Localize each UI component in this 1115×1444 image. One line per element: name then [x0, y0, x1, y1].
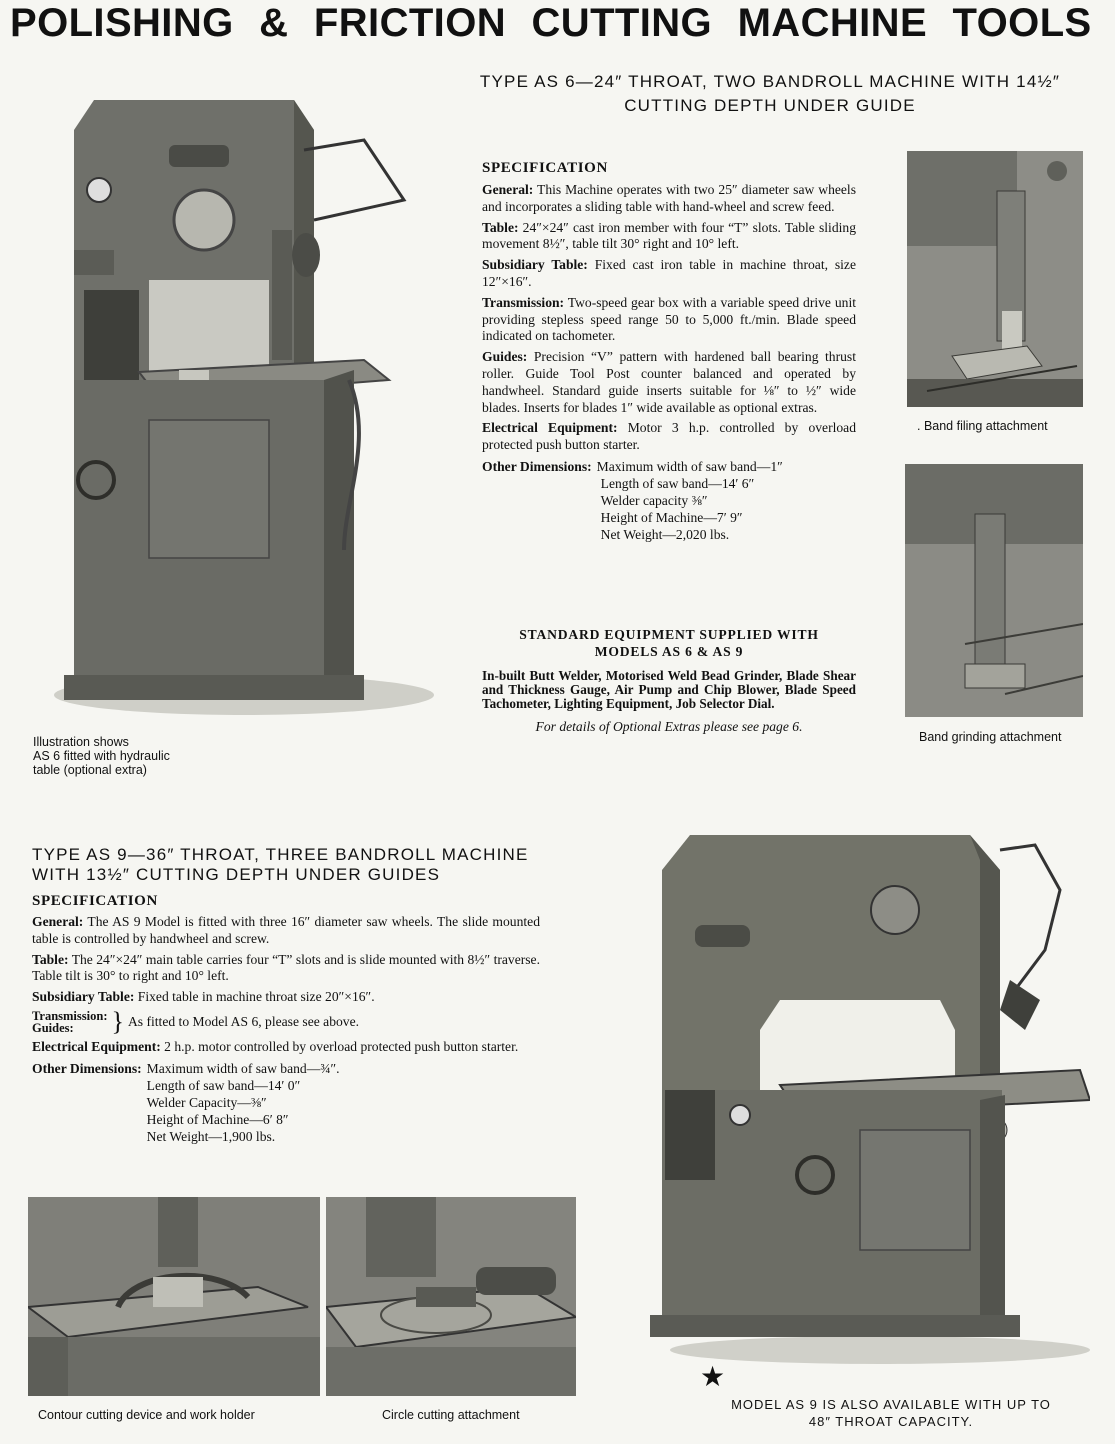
spec-label: General: — [32, 914, 84, 929]
dimension-item: Net Weight—1,900 lbs. — [146, 1128, 276, 1144]
spec-label: Transmission: — [32, 1008, 108, 1023]
spec-text: As fitted to Model AS 6, please see above. — [127, 1013, 360, 1029]
heading-line: TYPE AS 9—36″ THROAT, THREE BANDROLL MACHINE — [32, 845, 529, 864]
as9-specification — [32, 893, 540, 1145]
spec-label: Other Dimensions: — [32, 1060, 142, 1076]
dimension-item: Welder capacity ⅜″ — [600, 492, 708, 508]
spec-subsidiary-table — [32, 989, 540, 1006]
spec-guides — [482, 349, 856, 416]
caption-line: table (optional extra) — [33, 763, 147, 777]
contour-caption: Contour cutting device and work holder — [38, 1408, 255, 1422]
footnote-line: MODEL AS 9 IS ALSO AVAILABLE WITH UP TO — [731, 1397, 1051, 1412]
dimension-item: Height of Machine—6′ 8″ — [146, 1111, 289, 1127]
optional-extras-note: For details of Optional Extras please see page 6. — [535, 719, 803, 734]
dimension-list — [592, 458, 783, 543]
heading-line: CUTTING DEPTH UNDER GUIDE — [624, 96, 916, 115]
as6-heading — [470, 70, 1070, 118]
dimension-item: Length of saw band—14′ 6″ — [600, 475, 755, 491]
as6-machine-photo — [44, 80, 440, 728]
spec-table — [482, 220, 856, 254]
spec-text: Two-speed gear box with a variable speed drive unit providing stepless speed range 50 to 5,000 ft./min. Blade speed indicated on tachometer. — [482, 294, 856, 344]
spec-label: Subsidiary Table: — [482, 257, 588, 273]
dimension-item: Height of Machine—7′ 9″ — [600, 509, 743, 525]
dimension-item: Length of saw band—14′ 0″ — [146, 1077, 301, 1093]
spec-general — [482, 182, 856, 216]
spec-text: The 24″×24″ main table carries four “T” slots and is slide mounted with 8½″ traverse. Table tilt is 30° to right and 10° left. — [32, 951, 540, 984]
page-title: POLISHING & FRICTION CUTTING MACHINE TOOLS — [10, 1, 1092, 45]
spec-label: Electrical Equipment: — [482, 420, 618, 436]
circle-caption: Circle cutting attachment — [382, 1408, 520, 1422]
heading-line: TYPE AS 6—24″ THROAT, TWO BANDROLL MACHINE WITH 14½″ — [479, 72, 1061, 91]
spec-title: SPECIFICATION — [32, 893, 158, 909]
heading-line: STANDARD EQUIPMENT SUPPLIED WITH — [519, 627, 819, 642]
standard-heading — [482, 626, 856, 660]
spec-label: Subsidiary Table: — [32, 989, 135, 1005]
spec-text: Motor 3 h.p. controlled by overload protected push button starter. — [482, 420, 857, 453]
spec-text: Fixed table in machine throat size 20″×16″. — [134, 989, 375, 1005]
dimension-item: Welder Capacity—⅜″ — [146, 1094, 267, 1110]
footnote — [706, 1396, 1076, 1430]
spec-label: Transmission: — [482, 294, 565, 310]
dimension-item: Net Weight—2,020 lbs. — [600, 526, 730, 542]
spec-label: General: — [482, 182, 534, 197]
spec-subsidiary-table — [482, 257, 856, 291]
circle-cutting-photo — [326, 1197, 576, 1396]
spec-general — [32, 914, 540, 948]
band-grinding-caption: Band grinding attachment — [919, 730, 1062, 744]
spec-label: Guides: — [32, 1020, 74, 1035]
star-icon: ★ — [700, 1362, 726, 1393]
standard-text: In-built Butt Welder, Motorised Weld Bead Grinder, Blade Shear and Thickness Gauge, Air Pump and Chip Blower, Blade Speed Tachometer, Lighting Equipment, Job Selector Dial. — [482, 668, 856, 711]
dimension-list — [142, 1060, 340, 1145]
as9-machine-photo — [650, 830, 1090, 1370]
spec-text: 24″×24″ cast iron member with four “T” slots. Table sliding movement 8½″, table tilt 30° right and 10° left. — [482, 219, 856, 252]
spec-label: Table: — [482, 219, 519, 235]
heading-line: WITH 13½″ CUTTING DEPTH UNDER GUIDES — [32, 865, 441, 884]
as6-specification — [482, 160, 856, 543]
spec-table — [32, 952, 540, 986]
caption-line: Illustration shows — [33, 735, 129, 749]
spec-text: 2 h.p. motor controlled by overload protected push button starter. — [160, 1038, 519, 1054]
spec-transmission — [482, 295, 856, 345]
as6-caption — [33, 735, 233, 777]
band-filing-caption: . Band filing attachment — [917, 419, 1048, 433]
spec-text: The AS 9 Model is fitted with three 16″ diameter saw wheels. The slide mounted table is controlled by handwheel and screw. — [32, 914, 540, 946]
spec-electrical — [32, 1039, 540, 1056]
spec-other-dimensions — [482, 458, 856, 543]
footnote-line: 48″ THROAT CAPACITY. — [808, 1414, 974, 1429]
spec-electrical — [482, 420, 856, 454]
spec-other-dimensions — [32, 1060, 540, 1145]
as9-heading — [32, 845, 552, 885]
heading-line: MODELS AS 6 & AS 9 — [594, 644, 744, 659]
caption-line: AS 6 fitted with hydraulic — [33, 749, 170, 763]
spec-label: Guides: — [482, 349, 528, 365]
brace-icon: } — [111, 1006, 124, 1036]
band-filing-photo — [907, 151, 1083, 407]
dimension-item: Maximum width of saw band—¾″. — [146, 1060, 340, 1076]
standard-equipment — [482, 626, 856, 735]
dimension-item: Maximum width of saw band—1″ — [596, 458, 783, 474]
spec-label: Electrical Equipment: — [32, 1038, 161, 1054]
spec-transmission-guides — [32, 1006, 540, 1036]
spec-label-group — [32, 1010, 107, 1034]
spec-label: Other Dimensions: — [482, 458, 592, 474]
spec-title: SPECIFICATION — [482, 160, 608, 176]
spec-text: This Machine operates with two 25″ diameter saw wheels and incorporates a sliding table with hand-wheel and screw feed. — [482, 182, 856, 214]
spec-text: Precision “V” pattern with hardened ball bearing thrust roller. Guide Tool Post counter balanced and operated by handwheel. Standard guide inserts suitable for ⅛″ to ½″ wide blades. Inserts for blades 1″ wide available as optional extras. — [482, 349, 856, 415]
contour-cutting-photo — [28, 1197, 320, 1396]
band-grinding-photo — [905, 464, 1083, 717]
spec-label: Table: — [32, 951, 69, 967]
spec-text: Fixed cast iron table in machine throat, size 12″×16″. — [482, 257, 856, 289]
